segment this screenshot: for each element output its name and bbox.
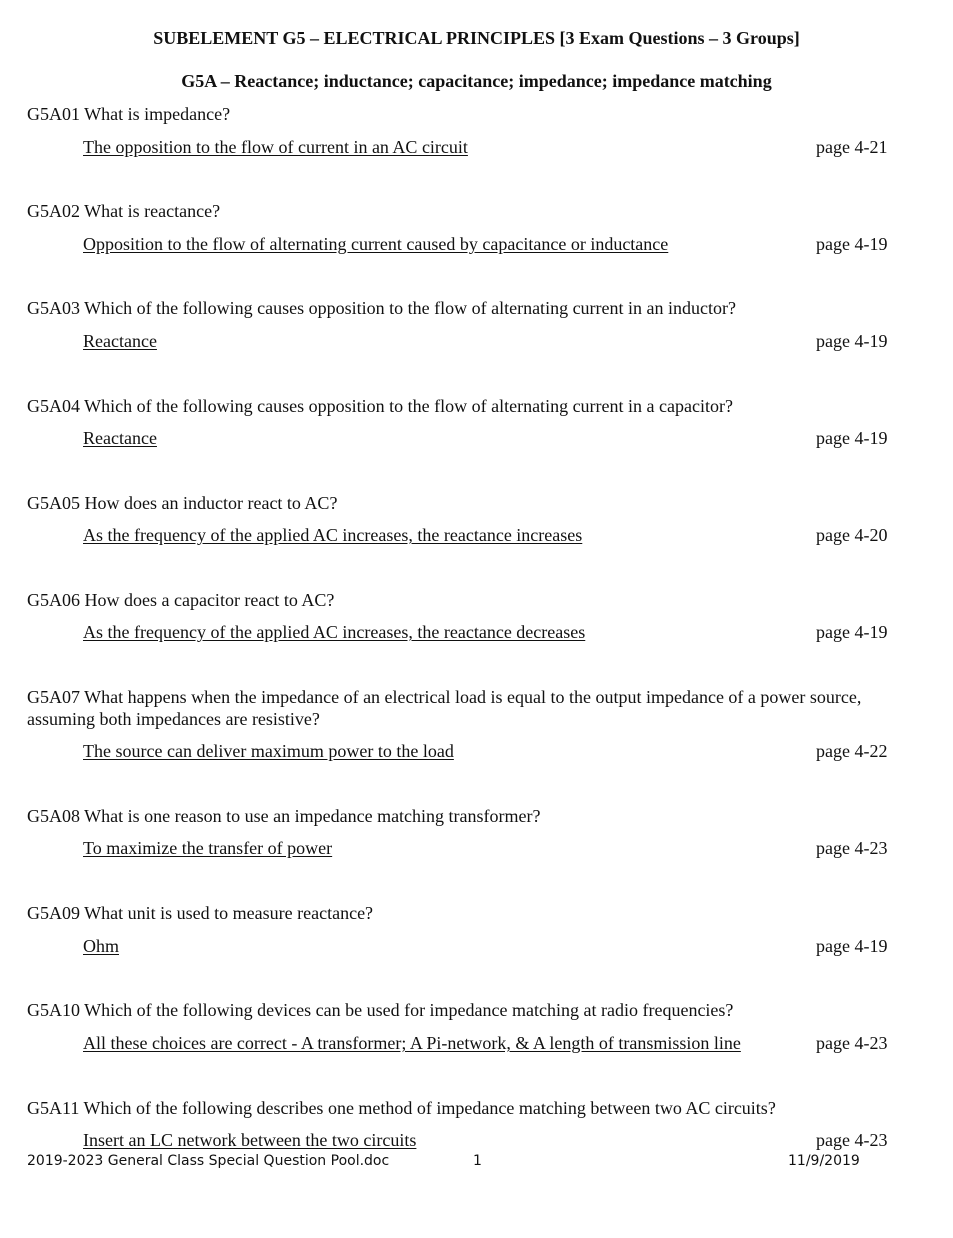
page-title: SUBELEMENT G5 – ELECTRICAL PRINCIPLES [3 Exam Questions – 3 Groups] — [153, 28, 800, 48]
answer-g5a04: Reactance — [83, 428, 157, 448]
answer-g5a01: The opposition to the flow of current in an AC circuit — [83, 137, 468, 157]
page-ref-g5a01: page 4-21 — [816, 137, 888, 157]
question-g5a07: G5A07 What happens when the impedance of an electrical load is equal to the output impedance of a power source, assuming both impedances are resistive? — [27, 687, 862, 729]
answer-g5a07: The source can deliver maximum power to the load — [83, 741, 454, 761]
question-g5a06: G5A06 How does a capacitor react to AC? — [27, 590, 335, 610]
question-g5a05: G5A05 How does an inductor react to AC? — [27, 493, 338, 513]
footer-filename: 2019-2023 General Class Special Question Pool.doc — [27, 1153, 390, 1169]
page-ref-g5a04: page 4-19 — [816, 428, 888, 448]
question-g5a11: G5A11 Which of the following describes one method of impedance matching between two AC circuits? — [27, 1098, 776, 1118]
answer-g5a05: As the frequency of the applied AC increases, the reactance increases — [83, 525, 583, 545]
answer-g5a02: Opposition to the flow of alternating current caused by capacitance or inductance — [83, 234, 669, 254]
question-g5a09: G5A09 What unit is used to measure reactance? — [27, 903, 374, 923]
answer-g5a06: As the frequency of the applied AC increases, the reactance decreases — [83, 622, 586, 642]
page-ref-g5a05: page 4-20 — [816, 525, 888, 545]
answer-g5a09: Ohm — [83, 936, 119, 956]
footer-date: 11/9/2019 — [788, 1153, 860, 1169]
question-g5a08: G5A08 What is one reason to use an impedance matching transformer? — [27, 806, 541, 826]
question-g5a01: G5A01 What is impedance? — [27, 104, 231, 124]
question-g5a10: G5A10 Which of the following devices can be used for impedance matching at radio frequencies? — [27, 1000, 734, 1020]
answer-g5a03: Reactance — [83, 331, 157, 351]
page-ref-g5a08: page 4-23 — [816, 838, 888, 858]
page-ref-g5a09: page 4-19 — [816, 936, 888, 956]
page-ref-g5a10: page 4-23 — [816, 1033, 888, 1053]
question-g5a03: G5A03 Which of the following causes opposition to the flow of alternating current in an inductor? — [27, 298, 736, 318]
answer-g5a08: To maximize the transfer of power — [83, 838, 333, 858]
page-ref-g5a06: page 4-19 — [816, 622, 888, 642]
question-g5a02: G5A02 What is reactance? — [27, 201, 221, 221]
section-subtitle: G5A – Reactance; inductance; capacitance; impedance; impedance matching — [181, 71, 772, 91]
page-ref-g5a02: page 4-19 — [816, 234, 888, 254]
question-g5a04: G5A04 Which of the following causes opposition to the flow of alternating current in a capacitor? — [27, 396, 733, 416]
answer-g5a10: All these choices are correct - A transformer; A Pi-network, & A length of transmission line — [83, 1033, 741, 1053]
page-ref-g5a11: page 4-23 — [816, 1130, 888, 1150]
footer-page-number: 1 — [473, 1153, 482, 1169]
answer-g5a11: Insert an LC network between the two circuits — [83, 1130, 417, 1150]
page-ref-g5a03: page 4-19 — [816, 331, 888, 351]
page-ref-g5a07: page 4-22 — [816, 741, 888, 761]
